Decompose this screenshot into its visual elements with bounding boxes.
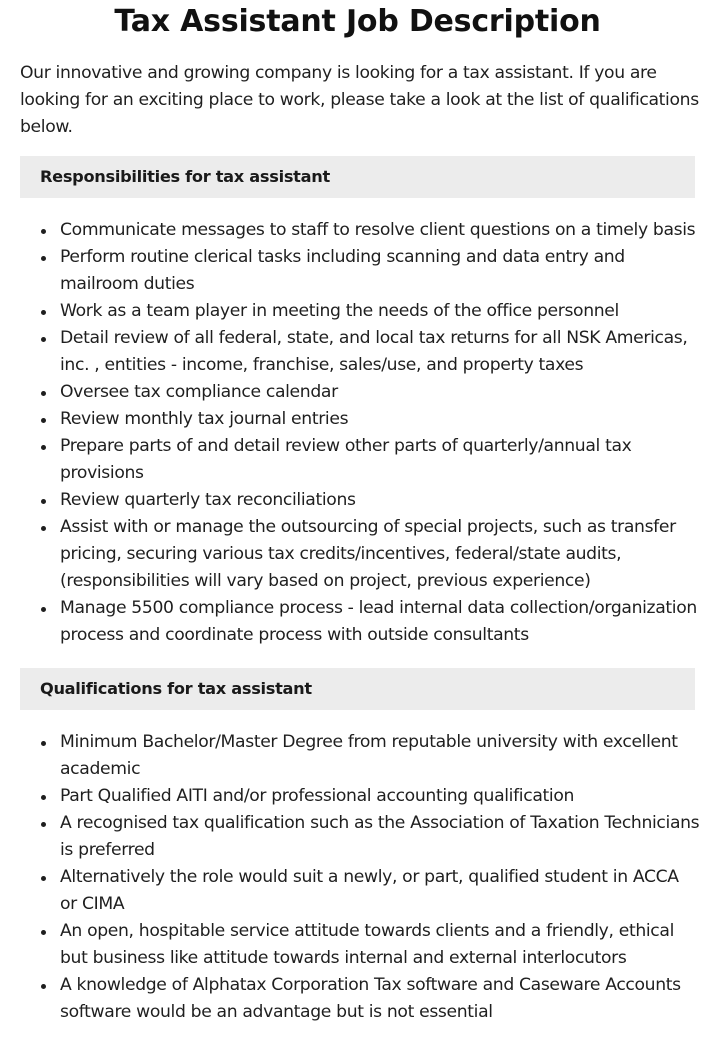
list-item: Manage 5500 compliance process - lead internal data collection/organization process and coordinate process with outside consultants (20, 595, 700, 649)
intro-paragraph: Our innovative and growing company is looking for a tax assistant. If you are looking for an exciting place to work, please take a look at the list of qualifications below. (20, 63, 699, 137)
list-item: Review quarterly tax reconciliations (20, 487, 700, 514)
list-item: A knowledge of Alphatax Corporation Tax software and Caseware Accounts software would be an advantage but is not essential (20, 972, 700, 1026)
list-item: Prepare parts of and detail review other parts of quarterly/annual tax provisions (20, 433, 700, 487)
list-item: Work as a team player in meeting the needs of the office personnel (20, 298, 700, 325)
list-item: Detail review of all federal, state, and local tax returns for all NSK Americas, inc. , entities - income, franchise, sales/use, and property taxes (20, 325, 700, 379)
list-item: Minimum Bachelor/Master Degree from reputable university with excellent academic (20, 729, 700, 783)
list-item: Oversee tax compliance calendar (20, 379, 700, 406)
list-item: Perform routine clerical tasks including scanning and data entry and mailroom duties (20, 244, 700, 298)
qualifications-heading: Qualifications for tax assistant (20, 668, 695, 710)
responsibilities-heading: Responsibilities for tax assistant (20, 156, 695, 198)
list-item: Assist with or manage the outsourcing of special projects, such as transfer pricing, securing various tax credits/incentives, federal/state audits, (responsibilities will vary based on project, previous experience) (20, 514, 700, 595)
list-item: Communicate messages to staff to resolve client questions on a timely basis (20, 217, 700, 244)
list-item: A recognised tax qualification such as the Association of Taxation Technicians is preferred (20, 810, 700, 864)
list-item: An open, hospitable service attitude towards clients and a friendly, ethical but business like attitude towards internal and external interlocutors (20, 918, 700, 972)
list-item: Part Qualified AITI and/or professional accounting qualification (20, 783, 700, 810)
responsibilities-list (20, 217, 700, 649)
qualifications-list (20, 729, 700, 1026)
list-item: Review monthly tax journal entries (20, 406, 700, 433)
list-item: Alternatively the role would suit a newly, or part, qualified student in ACCA or CIMA (20, 864, 700, 918)
page-title: Tax Assistant Job Description (114, 4, 601, 39)
